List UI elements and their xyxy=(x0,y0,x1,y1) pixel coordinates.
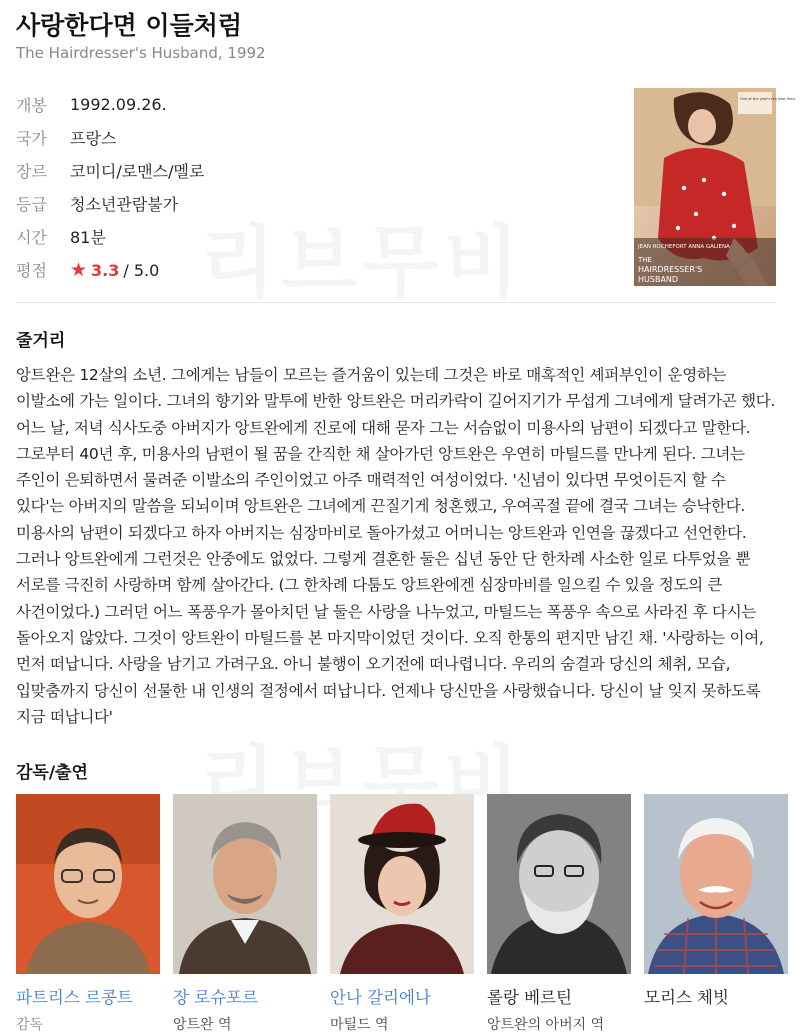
info-label: 장르 xyxy=(16,162,47,181)
person-photo[interactable] xyxy=(487,794,631,974)
person-role: 앙트완 역 xyxy=(173,1017,232,1033)
poster-title-line2: HAIRDRESSER'S xyxy=(638,265,703,274)
score-total: / 5.0 xyxy=(123,260,160,280)
cast-card-actor-3[interactable] xyxy=(487,794,631,1034)
synopsis-heading: 줄거리 xyxy=(16,331,66,351)
synopsis-text: 앙트완은 12살의 소년. 그에게는 남들이 모르는 즐거움이 있는데 그것은 바로 매혹적인 셰퍼부인이 운영하는 이발소에 가는 일이다. 그녀의 향기와 말투에 반한 앙트완은 머리카락이 길어지기가 무섭게 그녀에게 달려가곤 했다. 어느 날, 저녁 식사도중 아버지가 앙트완에게 진로에 대해 묻자 그는 서슴없이 미용사의 남편이 되겠다고 말한다. 그로부터 40년 후, 미용사의 남편이 될 꿈을 간직한 채 살아가던 앙트완은 우연히 마틸드를 만나게 된다. 그녀는 주인이 은퇴하면서 물려준 이발소의 주인이었고 아주 매력적인 여성이었다. '신념이 있다면 무엇이든지 할 수 있다'는 아버지의 말씀을 되뇌이며 앙트완은 그녀에게 끈질기게 청혼했고, 우여곡절 끝에 결국 그녀는 승낙한다. 미용사의 남편이 되겠다고 하자 아버지는 심장마비로 돌아가셨고 어머니는 앙트완과 인연을 끊겠다고 선언한다. 그러나 앙트완에게 그런것은 안중에도 없었다. 그렇게 결혼한 둘은 십년 동안 단 한차례 사소한 일로 다투었을 뿐 서로를 극진히 사랑하며 함께 살아간다. (그 한차례 다툼도 앙트완에겐 심장마비를 일으킬 수 있을 정도의 큰 사건이었다.) 그러던 어느 폭풍우가 몰아치던 날 둘은 사랑을 나누었고, 마틸드는 폭풍우 속으로 사라진 후 다시는 돌아오지 않았다. 그것이 앙트완이 마틸드를 본 마지막이었던 것이다. 오직 한통의 편지만 남긴 채. '사랑하는 이여, 먼저 떠납니다. 사랑을 남기고 가려구요. 아니 불행이 오기전에 떠나렵니다. 우리의 숨결과 당신의 체취, 모습, 입맞춤까지 당신이 선물한 내 인생의 절정에서 떠납니다. 언제나 당신만을 사랑했습니다. 당신이 날 잊지 못하도록 지금 떠납니다' xyxy=(16,366,776,726)
poster-tagline: One of the year's ten best films. xyxy=(740,97,797,101)
cast-card-actor-4[interactable] xyxy=(644,794,788,1034)
poster-title-line1: THE xyxy=(638,256,652,264)
cast-list xyxy=(16,794,788,1034)
person-role: 앙트완의 아버지 역 xyxy=(487,1017,605,1033)
score: 3.3 xyxy=(91,260,120,280)
person-photo[interactable] xyxy=(173,794,317,974)
runtime: 81분 xyxy=(70,228,106,247)
person-photo-image xyxy=(330,794,474,974)
info-label: 국가 xyxy=(16,129,47,148)
divider xyxy=(16,302,776,303)
info-row-score xyxy=(16,253,616,286)
movie-poster[interactable] xyxy=(634,88,797,286)
person-photo-image xyxy=(173,794,317,974)
country: 프랑스 xyxy=(70,129,117,148)
cast-heading: 감독/출연 xyxy=(16,763,88,783)
info-label: 평점 xyxy=(16,261,47,280)
person-photo[interactable] xyxy=(330,794,474,974)
person-name: 모리스 체빗 xyxy=(644,988,729,1007)
poster-title-line3: HUSBAND xyxy=(638,275,679,284)
age-rating: 청소년관람불가 xyxy=(70,195,179,214)
info-label: 시간 xyxy=(16,228,47,247)
original-title: The Hairdresser's Husband, 1992 xyxy=(16,44,266,62)
person-photo[interactable] xyxy=(644,794,788,974)
info-label: 개봉 xyxy=(16,96,47,115)
info-row-runtime xyxy=(16,220,616,253)
person-photo-image xyxy=(644,794,788,974)
person-photo-image xyxy=(487,794,631,974)
person-photo[interactable] xyxy=(16,794,160,974)
score-value xyxy=(70,259,159,281)
person-name[interactable]: 안나 갈리에나 xyxy=(330,988,431,1007)
release-date: 1992.09.26. xyxy=(70,95,167,114)
person-name[interactable]: 장 로슈포르 xyxy=(173,988,258,1007)
movie-title: 사랑한다면 이들처럼 xyxy=(16,11,243,40)
person-name: 롤랑 베르틴 xyxy=(487,988,572,1007)
cast-card-director[interactable] xyxy=(16,794,160,1034)
star-icon: ★ xyxy=(70,258,88,281)
info-row-country xyxy=(16,121,616,154)
poster-credits: JEAN ROCHEFORT ANNA GALIENA xyxy=(638,244,730,250)
genre: 코미디/로맨스/멜로 xyxy=(70,162,205,181)
info-row-rating-grade xyxy=(16,187,616,220)
person-role: 감독 xyxy=(16,1017,44,1033)
person-role: 마틸드 역 xyxy=(330,1017,389,1033)
person-photo-image xyxy=(16,794,160,974)
info-row-genre xyxy=(16,154,616,187)
cast-card-actor-2[interactable] xyxy=(330,794,474,1034)
movie-info xyxy=(16,88,616,286)
cast-card-actor-1[interactable] xyxy=(173,794,317,1034)
poster-image xyxy=(634,88,797,286)
info-label: 등급 xyxy=(16,195,47,214)
info-row-release xyxy=(16,88,616,121)
person-name[interactable]: 파트리스 르콩트 xyxy=(16,988,133,1007)
